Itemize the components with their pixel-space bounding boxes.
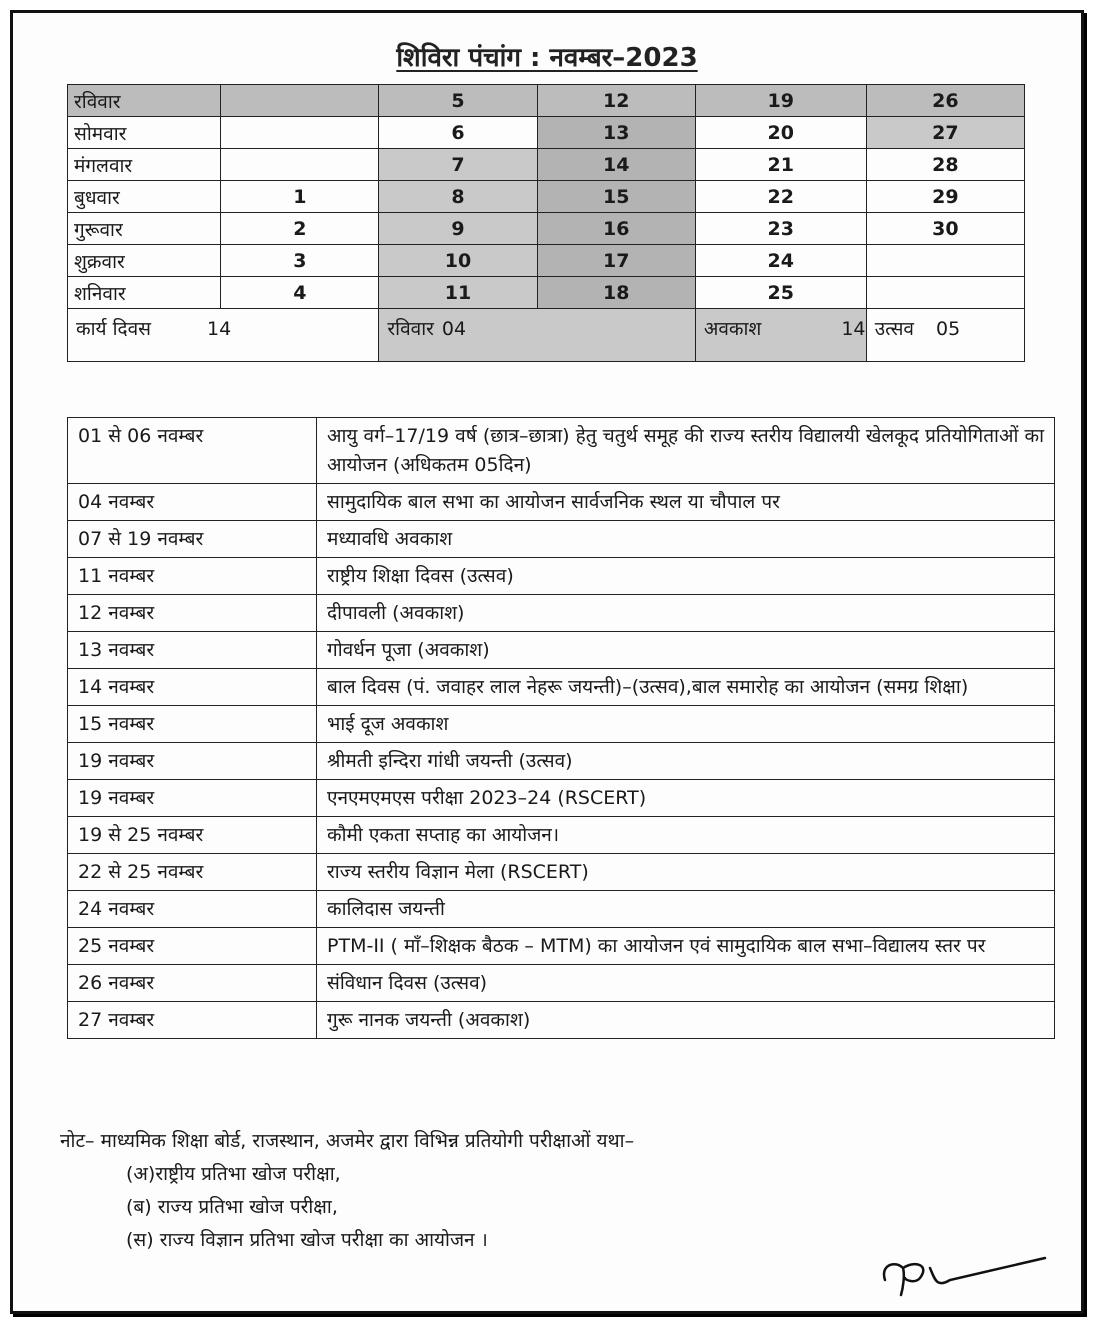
calendar-date-cell: 10: [379, 245, 537, 277]
event-date: 14 नवम्बर: [68, 669, 317, 706]
calendar-row: [68, 85, 1025, 117]
event-description: एनएमएमएस परीक्षा 2023–24 (RSCERT): [317, 780, 1055, 817]
events-table: [67, 417, 1055, 1039]
event-date: 26 नवम्बर: [68, 965, 317, 1002]
calendar-date-cell: 20: [695, 117, 866, 149]
event-date: 19 से 25 नवम्बर: [68, 817, 317, 854]
event-description: मध्यावधि अवकाश: [317, 521, 1055, 558]
work-days-cell: [68, 309, 379, 362]
event-row: [68, 632, 1055, 669]
note-item: (स) राज्य विज्ञान प्रतिभा खोज परीक्षा का आयोजन ।: [126, 1229, 488, 1251]
event-description: गुरू नानक जयन्ती (अवकाश): [317, 1002, 1055, 1039]
calendar-date-cell: 27: [866, 117, 1024, 149]
calendar-row: [68, 117, 1025, 149]
calendar-date-cell: 6: [379, 117, 537, 149]
calendar-table: [67, 84, 1025, 362]
note-item: (ब) राज्य प्रतिभा खोज परीक्षा,: [126, 1196, 338, 1218]
calendar-date-cell: 2: [221, 213, 379, 245]
calendar-date-cell: [221, 85, 379, 117]
calendar-date-cell: 16: [537, 213, 695, 245]
work-days-label: कार्य दिवस: [76, 318, 151, 340]
event-row: [68, 418, 1055, 484]
calendar-date-cell: 18: [537, 277, 695, 309]
event-row: [68, 965, 1055, 1002]
event-date: 13 नवम्बर: [68, 632, 317, 669]
event-date: 12 नवम्बर: [68, 595, 317, 632]
event-row: [68, 780, 1055, 817]
event-row: [68, 891, 1055, 928]
day-name: गुरूवार: [68, 213, 221, 245]
day-name: मंगलवार: [68, 149, 221, 181]
calendar-date-cell: 21: [695, 149, 866, 181]
event-row: [68, 669, 1055, 706]
event-row: [68, 595, 1055, 632]
event-row: [68, 706, 1055, 743]
event-date: 07 से 19 नवम्बर: [68, 521, 317, 558]
holidays-value: 14: [841, 318, 866, 340]
festivals-label: उत्सव: [874, 318, 914, 340]
day-name: बुधवार: [68, 181, 221, 213]
event-date: 24 नवम्बर: [68, 891, 317, 928]
calendar-date-cell: 7: [379, 149, 537, 181]
calendar-row: [68, 277, 1025, 309]
calendar-date-cell: 9: [379, 213, 537, 245]
event-description: राज्य स्तरीय विज्ञान मेला (RSCERT): [317, 854, 1055, 891]
calendar-date-cell: 4: [221, 277, 379, 309]
event-date: 25 नवम्बर: [68, 928, 317, 965]
calendar-row: [68, 245, 1025, 277]
event-row: [68, 484, 1055, 521]
calendar-date-cell: [221, 117, 379, 149]
sundays-label: रविवार: [387, 318, 434, 340]
calendar-date-cell: 26: [866, 85, 1024, 117]
calendar-date-cell: 1: [221, 181, 379, 213]
event-description: दीपावली (अवकाश): [317, 595, 1055, 632]
calendar-date-cell: [866, 277, 1024, 309]
calendar-date-cell: [866, 245, 1024, 277]
calendar-date-cell: 17: [537, 245, 695, 277]
calendar-row: [68, 181, 1025, 213]
event-row: [68, 1002, 1055, 1039]
note-item: (अ)राष्ट्रीय प्रतिभा खोज परीक्षा,: [126, 1163, 341, 1185]
event-description: गोवर्धन पूजा (अवकाश): [317, 632, 1055, 669]
signature: [875, 1240, 1050, 1300]
note-block: [60, 1125, 634, 1257]
event-description: राष्ट्रीय शिक्षा दिवस (उत्सव): [317, 558, 1055, 595]
event-row: [68, 521, 1055, 558]
event-row: [68, 743, 1055, 780]
calendar-date-cell: 5: [379, 85, 537, 117]
calendar-date-cell: 30: [866, 213, 1024, 245]
calendar-date-cell: [221, 149, 379, 181]
calendar-date-cell: 28: [866, 149, 1024, 181]
event-date: 11 नवम्बर: [68, 558, 317, 595]
event-description: सामुदायिक बाल सभा का आयोजन सार्वजनिक स्थल या चौपाल पर: [317, 484, 1055, 521]
event-description: कौमी एकता सप्ताह का आयोजन।: [317, 817, 1055, 854]
calendar-row: [68, 149, 1025, 181]
day-name: शुक्रवार: [68, 245, 221, 277]
calendar-date-cell: 3: [221, 245, 379, 277]
calendar-date-cell: 8: [379, 181, 537, 213]
calendar-date-cell: 11: [379, 277, 537, 309]
day-name: रविवार: [68, 85, 221, 117]
event-date: 15 नवम्बर: [68, 706, 317, 743]
note-intro: नोट– माध्यमिक शिक्षा बोर्ड, राजस्थान, अजमेर द्वारा विभिन्न प्रतियोगी परीक्षाओं यथा–: [60, 1130, 635, 1152]
calendar-date-cell: 25: [695, 277, 866, 309]
event-date: 27 नवम्बर: [68, 1002, 317, 1039]
event-description: बाल दिवस (पं. जवाहर लाल नेहरू जयन्ती)–(उत्सव),बाल समारोह का आयोजन (समग्र शिक्षा): [317, 669, 1055, 706]
work-days-value: 14: [207, 318, 232, 340]
event-row: [68, 928, 1055, 965]
sundays-value: 04: [441, 318, 467, 340]
event-description: श्रीमती इन्दिरा गांधी जयन्ती (उत्सव): [317, 743, 1055, 780]
calendar-date-cell: 13: [537, 117, 695, 149]
calendar-date-cell: 24: [695, 245, 866, 277]
event-date: 01 से 06 नवम्बर: [68, 418, 317, 484]
holidays-cell: [695, 309, 866, 362]
day-name: सोमवार: [68, 117, 221, 149]
calendar-date-cell: 15: [537, 181, 695, 213]
event-date: 19 नवम्बर: [68, 743, 317, 780]
calendar-date-cell: 12: [537, 85, 695, 117]
sundays-cell: [379, 309, 695, 362]
event-date: 04 नवम्बर: [68, 484, 317, 521]
calendar-date-cell: 23: [695, 213, 866, 245]
event-description: संविधान दिवस (उत्सव): [317, 965, 1055, 1002]
event-description: आयु वर्ग–17/19 वर्ष (छात्र–छात्रा) हेतु चतुर्थ समूह की राज्य स्तरीय विद्यालयी खेलकूद प्रतियोगिताओं का आयोजन (अधिकतम 05दिन): [317, 418, 1055, 484]
event-description: भाई दूज अवकाश: [317, 706, 1055, 743]
day-name: शनिवार: [68, 277, 221, 309]
event-date: 19 नवम्बर: [68, 780, 317, 817]
event-row: [68, 854, 1055, 891]
event-description: कालिदास जयन्ती: [317, 891, 1055, 928]
calendar-row: [68, 213, 1025, 245]
calendar-date-cell: 14: [537, 149, 695, 181]
event-date: 22 से 25 नवम्बर: [68, 854, 317, 891]
page-title: शिविरा पंचांग : नवम्बर–2023: [396, 43, 698, 73]
calendar-summary-row: [68, 309, 1025, 362]
festivals-value: 05: [936, 318, 961, 340]
event-row: [68, 558, 1055, 595]
holidays-label: अवकाश: [703, 318, 762, 340]
event-description: PTM-II ( माँ–शिक्षक बैठक – MTM) का आयोजन एवं सामुदायिक बाल सभा–विद्यालय स्तर पर: [317, 928, 1055, 965]
calendar-date-cell: 22: [695, 181, 866, 213]
calendar-date-cell: 19: [695, 85, 866, 117]
festivals-cell: [866, 309, 1024, 362]
calendar-date-cell: 29: [866, 181, 1024, 213]
event-row: [68, 817, 1055, 854]
